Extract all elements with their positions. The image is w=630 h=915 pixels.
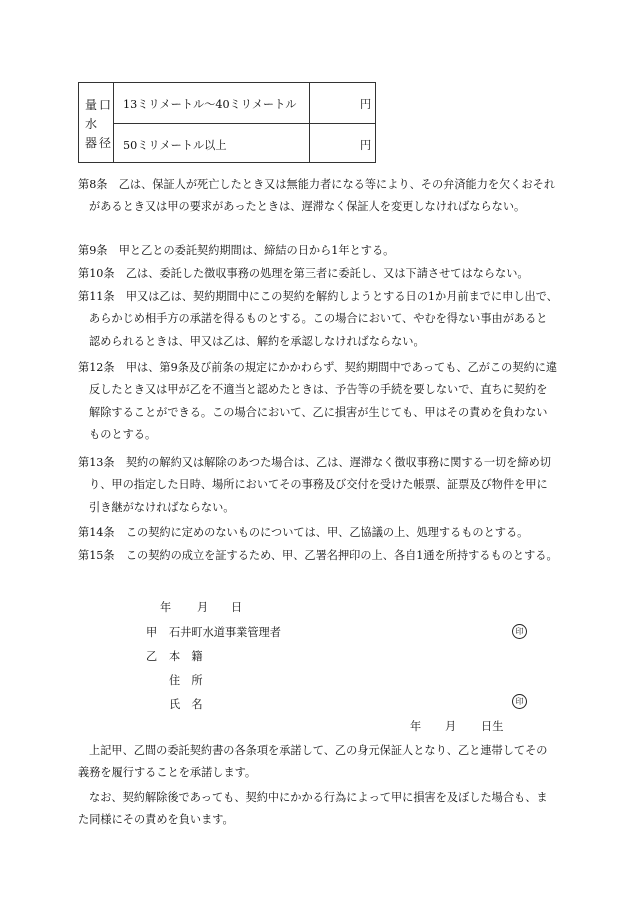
fee-table bbox=[78, 82, 376, 163]
label-char: 口 bbox=[99, 98, 112, 112]
date-month: 月 bbox=[197, 601, 209, 614]
article-number: 第8条 bbox=[78, 178, 108, 191]
party-otsu-name: 氏 名 bbox=[169, 698, 203, 711]
seal-mark: 印 bbox=[512, 694, 527, 709]
party-ko-name: 石井町水道事業管理者 bbox=[169, 626, 281, 639]
article-number: 第9条 bbox=[78, 244, 108, 257]
article-number: 第14条 bbox=[78, 526, 115, 539]
label-char: 器 bbox=[85, 136, 98, 150]
article bbox=[78, 357, 558, 446]
article-text: 乙は、保証人が死亡したとき又は無能力者になる等により、その弁済能力を欠くおそれがあるとき又は甲の要求があったときは、遅滞なく保証人を変更しなければならない。 bbox=[89, 178, 556, 214]
table-cell-size: 50ミリメートル以上 bbox=[123, 139, 227, 152]
article-number: 第13条 bbox=[78, 456, 115, 469]
article-text: この契約に定めのないものについては、甲、乙協議の上、処理するものとする。 bbox=[125, 526, 529, 539]
article-text: 乙は、委託した徴収事務の処理を第三者に委託し、又は下請させてはならない。 bbox=[125, 267, 529, 280]
guarantor-paragraph: なお、契約解除後であっても、契約中にかかる行為によって甲に損害を及ぼした場合も、また同様にその責めを負います。 bbox=[78, 791, 548, 827]
article-text: 甲又は乙は、契約期間中にこの契約を解約しようとする日の1か月前までに申し出で、あらかじめ相手方の承諾を得るものとする。この場合において、やむを得ない事由があると認められるときは、甲又は乙は、解約を承認しなければならない。 bbox=[89, 290, 558, 348]
birth-month: 月 bbox=[445, 720, 457, 733]
article-number: 第15条 bbox=[78, 549, 115, 562]
article bbox=[78, 545, 558, 567]
article-number: 第11条 bbox=[78, 290, 115, 303]
table-divider bbox=[113, 123, 375, 124]
article-text: 契約の解約又は解除のあつた場合は、乙は、遅滞なく徴収事務に関する一切を締め切り、甲の指定した日時、場所においてその事務及び交付を受けた帳票、証票及び物件を甲に引き継がなければならない。 bbox=[89, 456, 551, 514]
article bbox=[78, 452, 558, 519]
table-row-label bbox=[79, 83, 113, 162]
article-text: 甲は、第9条及び前条の規定にかかわらず、契約期間中であっても、乙がこの契約に違反したとき又は甲が乙を不適当と認めたときは、予告等の手続を要しないで、直ちに契約を解除することができる。この場合において、乙に損害が生じても、甲はその責めを負わないものとする。 bbox=[89, 361, 558, 441]
table-cell-yen: 円 bbox=[360, 98, 372, 111]
article bbox=[78, 522, 558, 544]
birth-day: 日生 bbox=[481, 720, 504, 733]
article-number: 第10条 bbox=[78, 267, 115, 280]
label-char: 径 bbox=[99, 136, 112, 150]
birth-year: 年 bbox=[410, 720, 422, 733]
table-cell-yen: 円 bbox=[360, 139, 372, 152]
party-ko-label: 甲 bbox=[146, 626, 158, 639]
seal-mark: 印 bbox=[512, 624, 527, 639]
article bbox=[78, 174, 558, 219]
party-otsu-label: 乙 bbox=[146, 650, 158, 663]
label-char: 水 bbox=[85, 117, 98, 131]
date-day: 日 bbox=[231, 601, 243, 614]
label-char: 量 bbox=[85, 98, 98, 112]
article bbox=[78, 263, 558, 285]
date-year: 年 bbox=[160, 601, 172, 614]
article-text: この契約の成立を証するため、甲、乙署名押印の上、各自1通を所持するものとする。 bbox=[125, 549, 558, 562]
article-text: 甲と乙との委託契約期間は、締結の日から1年とする。 bbox=[118, 244, 395, 257]
party-otsu-address: 住 所 bbox=[169, 674, 203, 687]
article bbox=[78, 240, 558, 262]
article-number: 第12条 bbox=[78, 361, 115, 374]
table-cell-size: 13ミリメートル〜40ミリメートル bbox=[123, 98, 297, 111]
guarantor-paragraph: 上記甲、乙間の委託契約書の各条項を承諾して、乙の身元保証人となり、乙と連帯してその義務を履行することを承諾します。 bbox=[78, 744, 548, 780]
article bbox=[78, 286, 558, 353]
party-otsu-honseki: 本 籍 bbox=[169, 650, 203, 663]
